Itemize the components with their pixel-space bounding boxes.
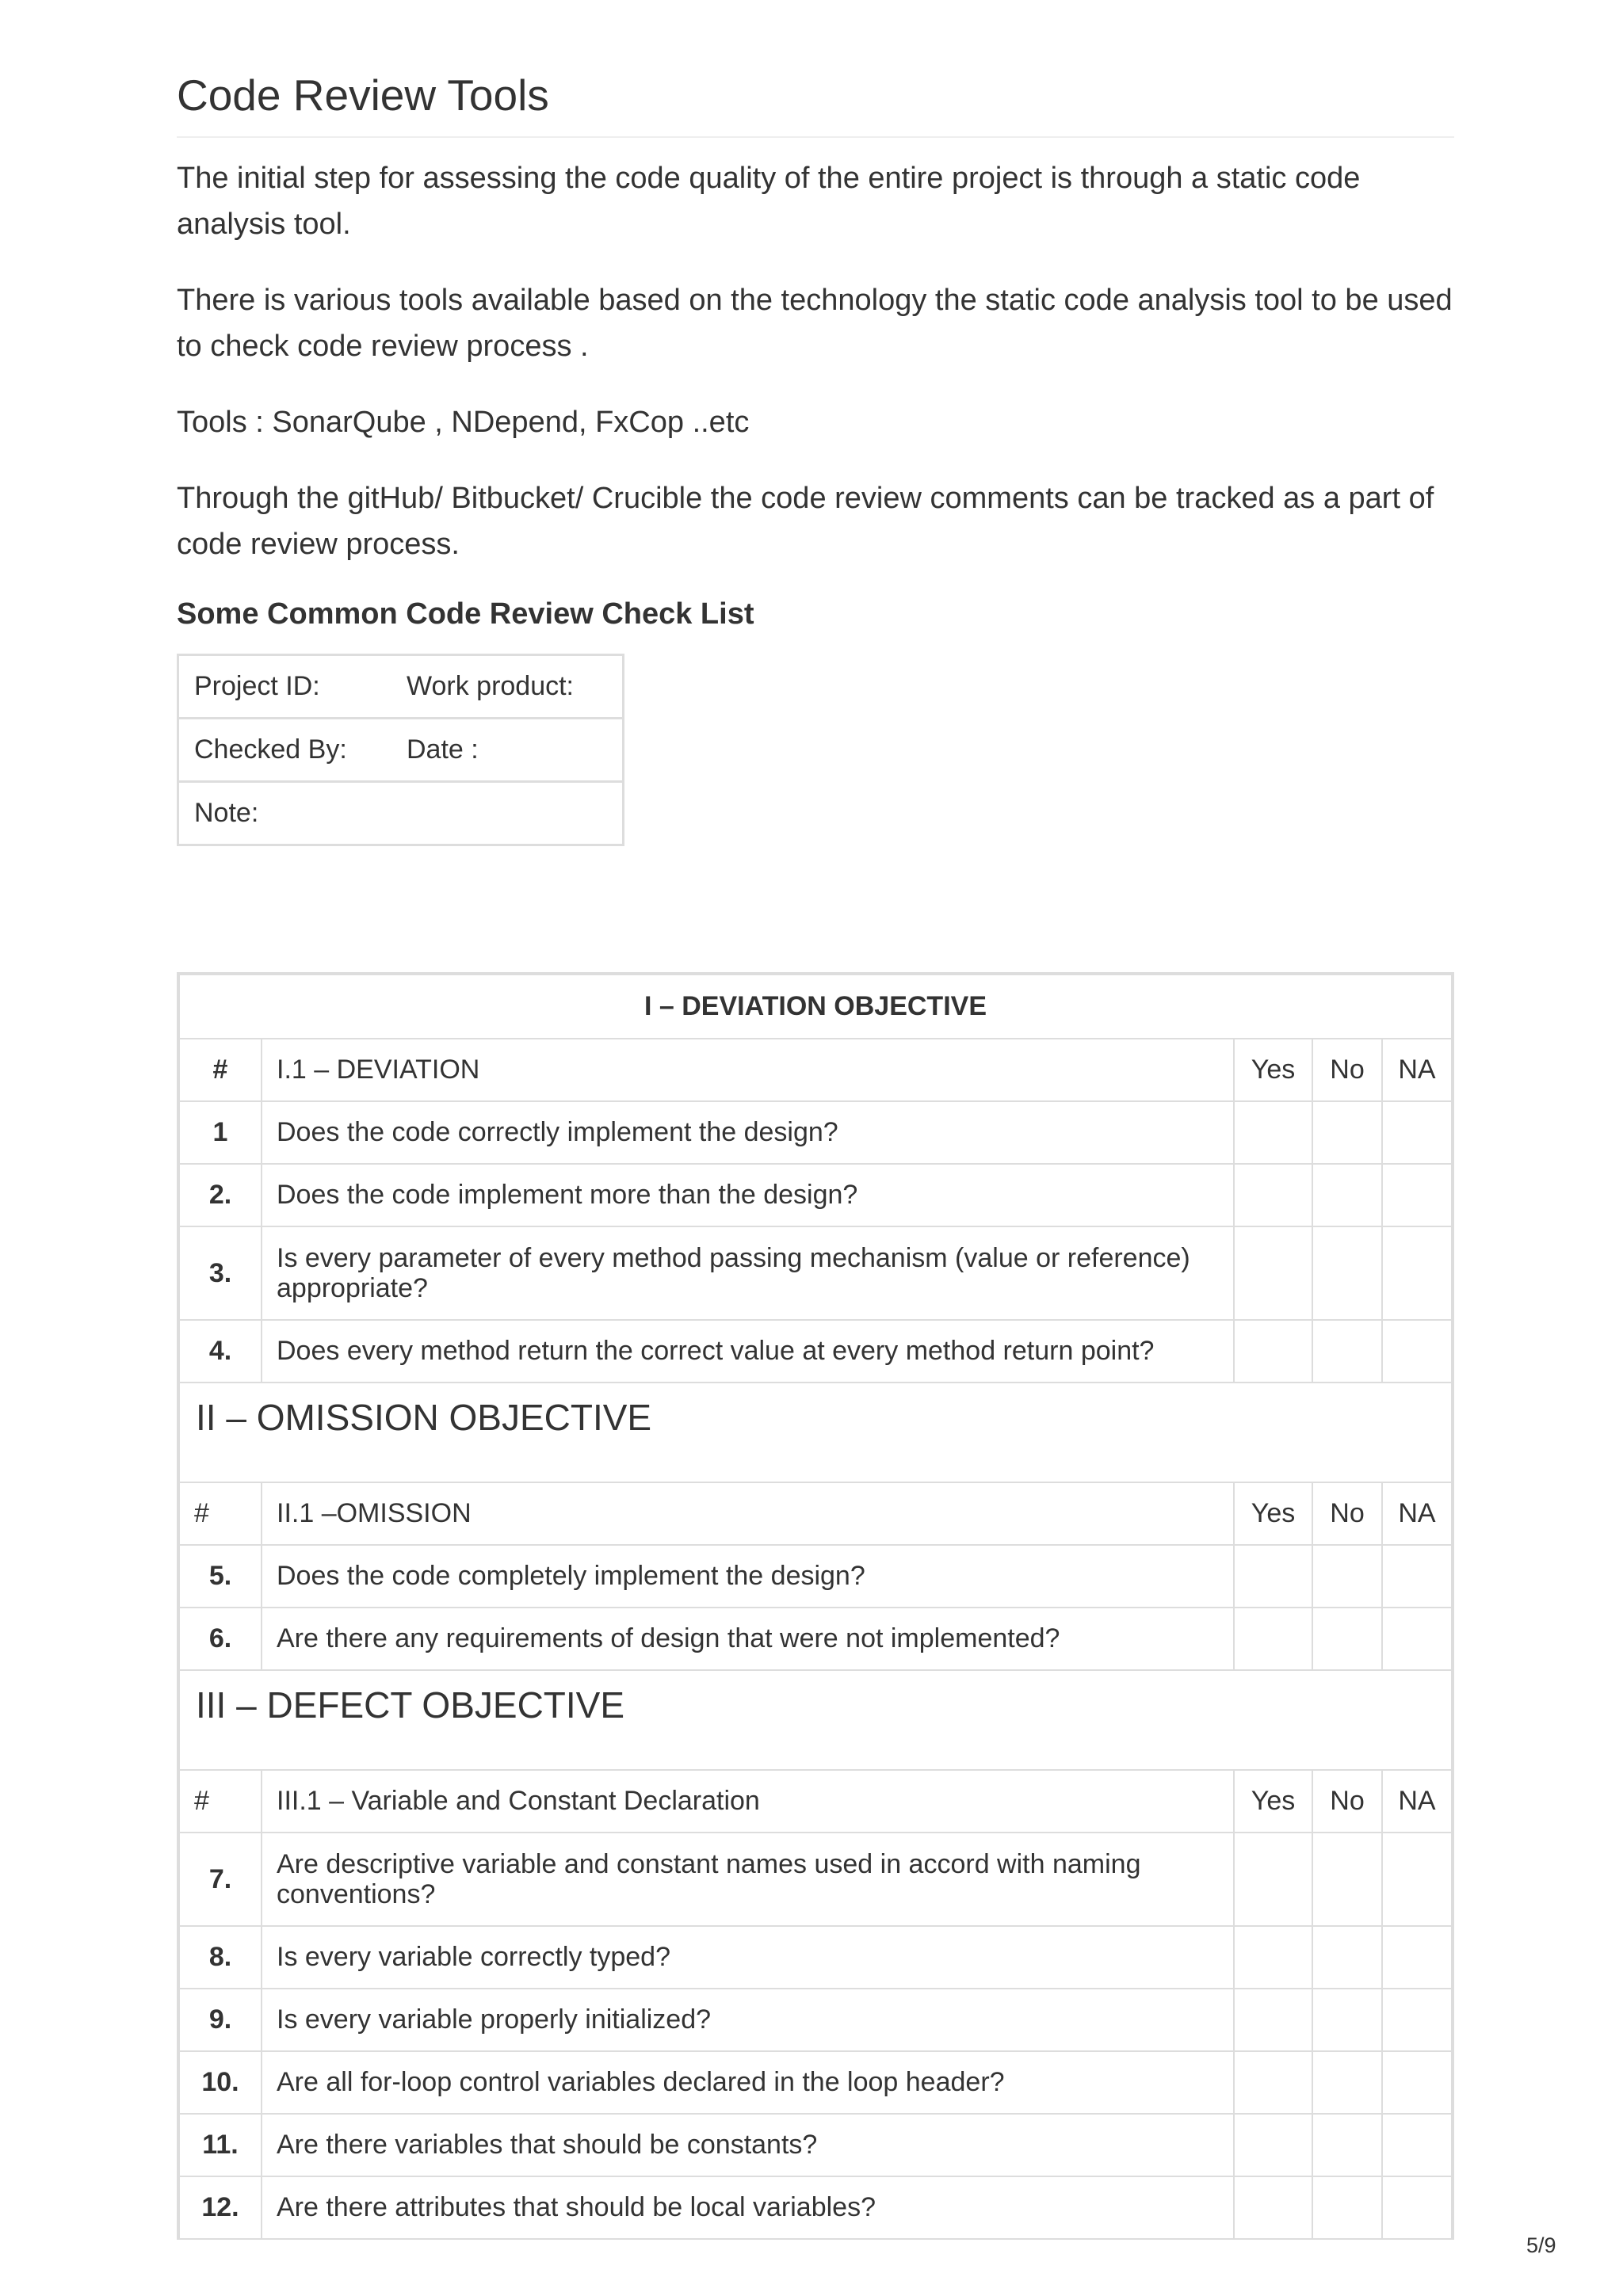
- item-number: 11.: [178, 2114, 262, 2176]
- na-header: NA: [1382, 1039, 1453, 1101]
- variable-declaration-header: III.1 – Variable and Constant Declaration: [262, 1770, 1234, 1833]
- item-question: Are descriptive variable and constant names used in accord with naming conventions?: [262, 1833, 1234, 1926]
- tracking-paragraph: Through the gitHub/ Bitbucket/ Crucible the code review comments can be tracked as a part of code review process.: [177, 482, 1434, 561]
- no-cell[interactable]: [1312, 1545, 1382, 1608]
- no-cell[interactable]: [1312, 1320, 1382, 1383]
- na-cell[interactable]: [1382, 2051, 1453, 2114]
- yes-cell[interactable]: [1234, 1926, 1312, 1989]
- item-number: 7.: [178, 1833, 262, 1926]
- item-question: Is every parameter of every method passing mechanism (value or reference) appropriate?: [262, 1226, 1234, 1320]
- date-label: Date :: [391, 719, 624, 782]
- table-row: [178, 1608, 1453, 1670]
- na-cell[interactable]: [1382, 1545, 1453, 1608]
- item-number: 10.: [178, 2051, 262, 2114]
- no-cell[interactable]: [1312, 1989, 1382, 2051]
- item-question: Are there any requirements of design that were not implemented?: [262, 1608, 1234, 1670]
- review-meta-table: [177, 654, 624, 846]
- hash-header: #: [178, 1039, 262, 1101]
- item-question: Are there attributes that should be local variables?: [262, 2176, 1234, 2239]
- table-header-row: [178, 1482, 1453, 1545]
- table-row: [178, 1926, 1453, 1989]
- page-number: 5/9: [1526, 2233, 1556, 2257]
- item-question: Does the code completely implement the design?: [262, 1545, 1234, 1608]
- yes-cell[interactable]: [1234, 1608, 1312, 1670]
- na-cell[interactable]: [1382, 1164, 1453, 1226]
- yes-cell[interactable]: [1234, 1989, 1312, 2051]
- item-question: Is every variable correctly typed?: [262, 1926, 1234, 1989]
- na-cell[interactable]: [1382, 1989, 1453, 2051]
- no-cell[interactable]: [1312, 2051, 1382, 2114]
- checked-by-label: Checked By:: [178, 719, 392, 782]
- table-row: [178, 1226, 1453, 1320]
- no-cell[interactable]: [1312, 1926, 1382, 1989]
- meta-row: [178, 719, 624, 782]
- table-row: [178, 1164, 1453, 1226]
- section-row: [178, 1383, 1453, 1482]
- yes-cell[interactable]: [1234, 1833, 1312, 1926]
- na-cell[interactable]: [1382, 1101, 1453, 1164]
- no-cell[interactable]: [1312, 1833, 1382, 1926]
- yes-cell[interactable]: [1234, 1226, 1312, 1320]
- item-question: Does the code implement more than the design?: [262, 1164, 1234, 1226]
- yes-header: Yes: [1234, 1039, 1312, 1101]
- yes-cell[interactable]: [1234, 1164, 1312, 1226]
- yes-header: Yes: [1234, 1770, 1312, 1833]
- deviation-header: I.1 – DEVIATION: [262, 1039, 1234, 1101]
- item-number: 1: [178, 1101, 262, 1164]
- item-number: 5.: [178, 1545, 262, 1608]
- na-header: NA: [1382, 1770, 1453, 1833]
- no-header: No: [1312, 1482, 1382, 1545]
- na-cell[interactable]: [1382, 2176, 1453, 2239]
- item-number: 9.: [178, 1989, 262, 2051]
- deviation-objective-title: I – DEVIATION OBJECTIVE: [178, 974, 1453, 1039]
- na-cell[interactable]: [1382, 1226, 1453, 1320]
- table-header-row: [178, 1039, 1453, 1101]
- tools-paragraph: There is various tools available based on the technology the static code analysis tool to be used to check code review process .: [177, 284, 1453, 363]
- checklist-table: [177, 972, 1454, 2240]
- yes-cell[interactable]: [1234, 1545, 1312, 1608]
- defect-objective-title: III – DEFECT OBJECTIVE: [178, 1670, 1453, 1770]
- na-cell[interactable]: [1382, 1833, 1453, 1926]
- item-number: 3.: [178, 1226, 262, 1320]
- hash-header: #: [178, 1770, 262, 1833]
- item-question: Does the code correctly implement the design?: [262, 1101, 1234, 1164]
- table-row: [178, 2176, 1453, 2239]
- omission-header: II.1 –OMISSION: [262, 1482, 1234, 1545]
- checklist-title-row: [178, 974, 1453, 1039]
- page-title: Code Review Tools: [177, 70, 1454, 138]
- document-body: [177, 70, 1454, 846]
- na-cell[interactable]: [1382, 2114, 1453, 2176]
- no-cell[interactable]: [1312, 1101, 1382, 1164]
- table-row: [178, 1545, 1453, 1608]
- table-row: [178, 1101, 1453, 1164]
- hash-header: #: [178, 1482, 262, 1545]
- no-cell[interactable]: [1312, 2114, 1382, 2176]
- table-row: [178, 1833, 1453, 1926]
- checklist-heading: Some Common Code Review Check List: [177, 597, 754, 631]
- no-cell[interactable]: [1312, 1164, 1382, 1226]
- yes-cell[interactable]: [1234, 2114, 1312, 2176]
- na-cell[interactable]: [1382, 1608, 1453, 1670]
- table-row: [178, 1989, 1453, 2051]
- no-header: No: [1312, 1770, 1382, 1833]
- table-row: [178, 1320, 1453, 1383]
- omission-objective-title: II – OMISSION OBJECTIVE: [178, 1383, 1453, 1482]
- item-question: Are there variables that should be constants?: [262, 2114, 1234, 2176]
- no-cell[interactable]: [1312, 2176, 1382, 2239]
- no-cell[interactable]: [1312, 1226, 1382, 1320]
- tools-list-paragraph: Tools : SonarQube , NDepend, FxCop ..etc: [177, 406, 750, 439]
- na-header: NA: [1382, 1482, 1453, 1545]
- item-number: 12.: [178, 2176, 262, 2239]
- table-row: [178, 2114, 1453, 2176]
- intro-paragraph: The initial step for assessing the code quality of the entire project is through a static code analysis tool.: [177, 162, 1361, 241]
- item-question: Does every method return the correct value at every method return point?: [262, 1320, 1234, 1383]
- yes-header: Yes: [1234, 1482, 1312, 1545]
- table-header-row: [178, 1770, 1453, 1833]
- yes-cell[interactable]: [1234, 2176, 1312, 2239]
- na-cell[interactable]: [1382, 1320, 1453, 1383]
- yes-cell[interactable]: [1234, 2051, 1312, 2114]
- section-row: [178, 1670, 1453, 1770]
- meta-row: [178, 655, 624, 719]
- item-number: 8.: [178, 1926, 262, 1989]
- table-row: [178, 2051, 1453, 2114]
- project-id-label: Project ID:: [194, 671, 320, 701]
- item-number: 6.: [178, 1608, 262, 1670]
- work-product-label: Work product:: [407, 671, 575, 701]
- item-question: Is every variable properly initialized?: [262, 1989, 1234, 2051]
- no-header: No: [1312, 1039, 1382, 1101]
- item-number: 2.: [178, 1164, 262, 1226]
- note-label: Note:: [178, 782, 624, 845]
- yes-cell[interactable]: [1234, 1320, 1312, 1383]
- item-number: 4.: [178, 1320, 262, 1383]
- meta-row: [178, 782, 624, 845]
- item-question: Are all for-loop control variables declared in the loop header?: [262, 2051, 1234, 2114]
- yes-cell[interactable]: [1234, 1101, 1312, 1164]
- na-cell[interactable]: [1382, 1926, 1453, 1989]
- no-cell[interactable]: [1312, 1608, 1382, 1670]
